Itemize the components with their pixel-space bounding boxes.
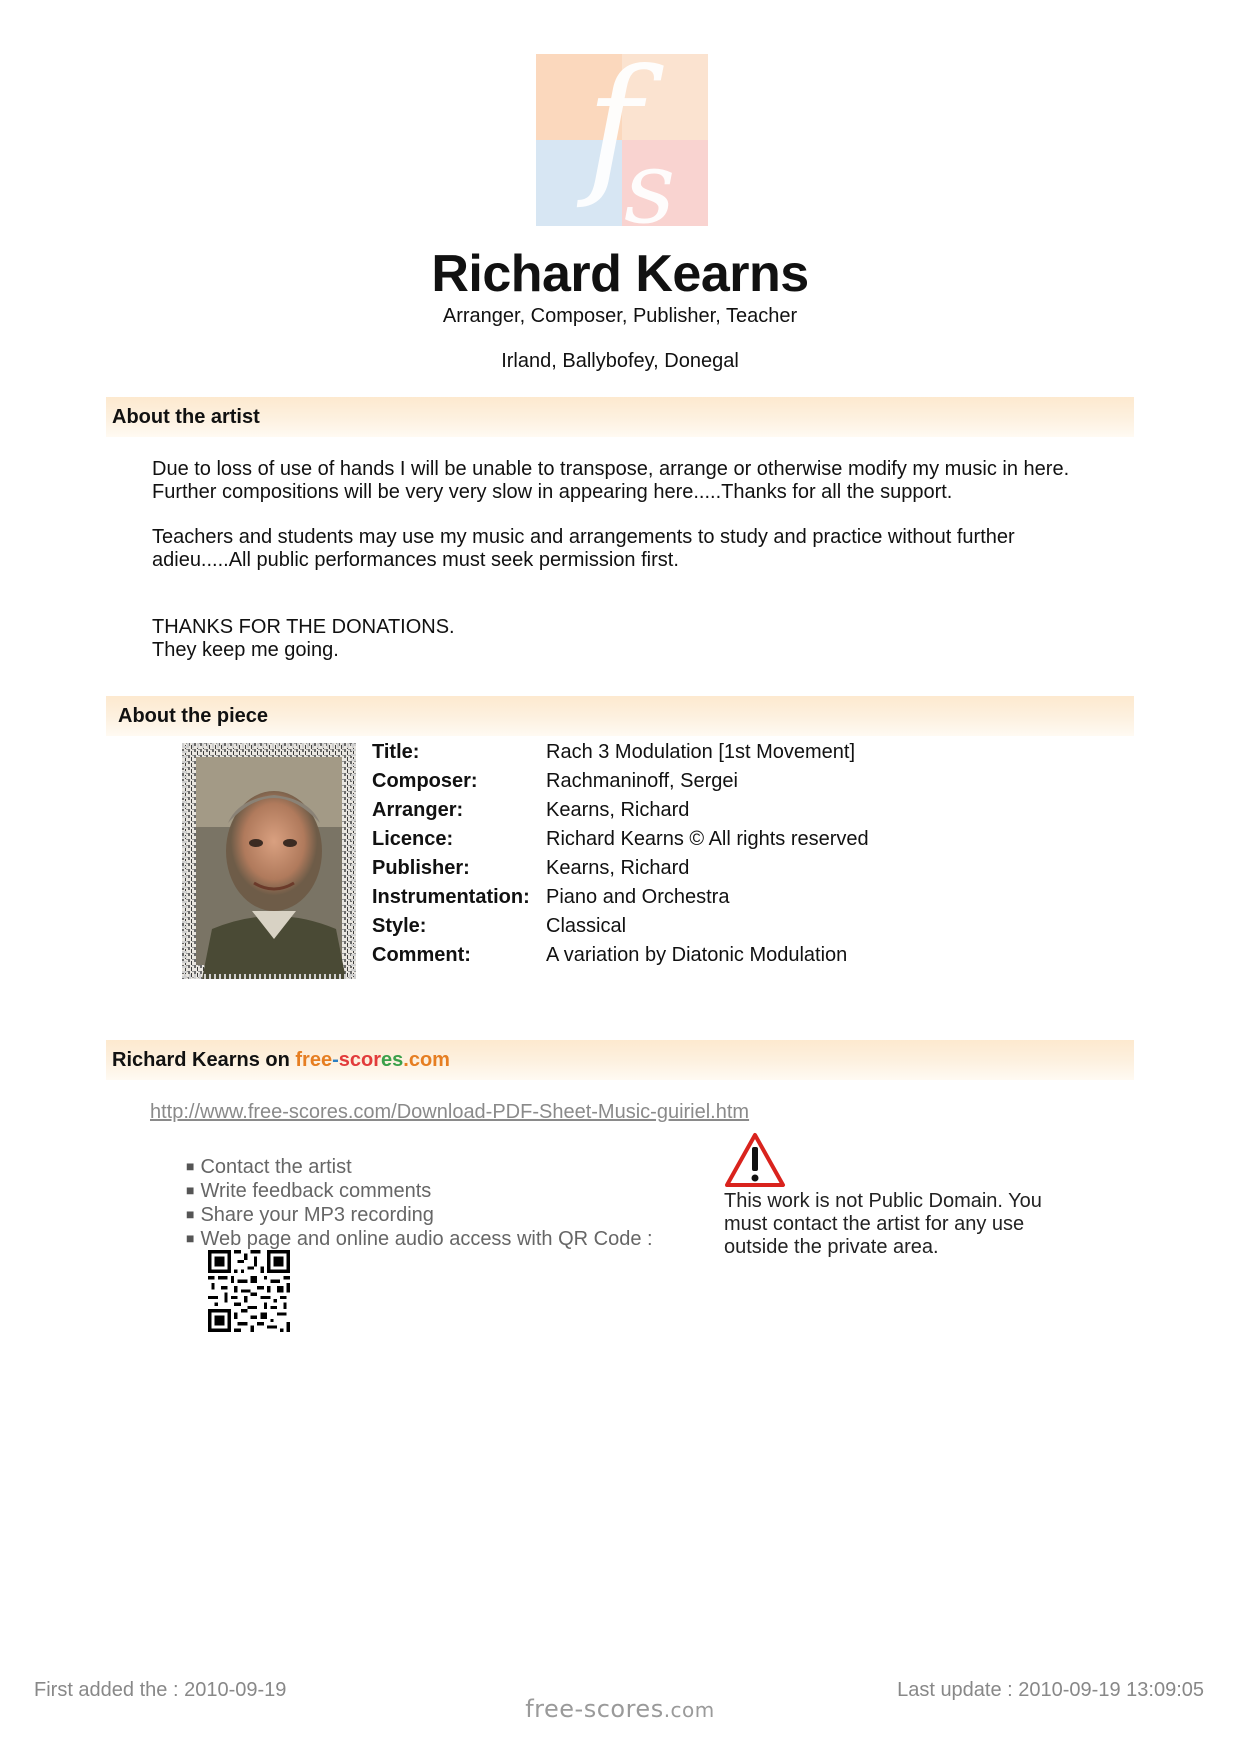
- info-label: Style:: [372, 915, 427, 937]
- info-value: A variation by Diatonic Modulation: [546, 944, 848, 966]
- share-mp3-link[interactable]: ■ Share your MP3 recording: [186, 1203, 653, 1227]
- info-row: [372, 915, 869, 944]
- svg-text:s: s: [624, 129, 676, 226]
- first-added-date: First added the : 2010-09-19: [34, 1679, 287, 1701]
- svg-text:f: f: [586, 54, 642, 212]
- info-value: Piano and Orchestra: [546, 886, 730, 908]
- info-label: Arranger:: [372, 799, 464, 821]
- artist-bio: [152, 458, 1072, 684]
- info-value: Kearns, Richard: [546, 857, 690, 879]
- bio-paragraph: THANKS FOR THE DONATIONS.: [152, 616, 455, 638]
- section-heading-about-piece: About the piece: [106, 696, 1134, 736]
- info-row: [372, 886, 869, 915]
- info-value: Rachmaninoff, Sergei: [546, 770, 738, 792]
- brand-part: .com: [403, 1049, 450, 1071]
- on-site-prefix: Richard Kearns on: [112, 1049, 296, 1071]
- free-scores-logo: [536, 54, 708, 226]
- info-label: Title:: [372, 741, 420, 763]
- artist-name: Richard Kearns: [431, 245, 809, 303]
- info-row: [372, 770, 869, 799]
- artist-actions-list: [186, 1155, 653, 1251]
- info-label: Publisher:: [372, 857, 470, 879]
- info-value: Richard Kearns © All rights reserved: [546, 828, 869, 850]
- info-label: Comment:: [372, 944, 471, 966]
- info-label: Licence:: [372, 828, 454, 850]
- last-update-date: Last update : 2010-09-19 13:09:05: [897, 1679, 1204, 1701]
- qr-code[interactable]: [208, 1250, 290, 1332]
- section-heading-on-site: [106, 1040, 1134, 1080]
- bio-paragraph: Due to loss of use of hands I will be unable to transpose, arrange or otherwise modify my music in here. Further compositions will be very very slow in appearing here.....Thanks for all the support.: [152, 458, 1070, 503]
- section-heading-about-artist: About the artist: [106, 397, 1134, 437]
- info-value: Kearns, Richard: [546, 799, 690, 821]
- info-row: [372, 799, 869, 828]
- artist-page-link[interactable]: http://www.free-scores.com/Download-PDF-Sheet-Music-guiriel.htm: [150, 1101, 750, 1123]
- brand-part: scor: [338, 1049, 382, 1071]
- bio-paragraph: Teachers and students may use my music and arrangements to study and practice without further adieu.....All public performances must seek permission first.: [152, 526, 1015, 571]
- site-brand-link[interactable]: [295, 1049, 450, 1071]
- write-feedback-link[interactable]: ■ Write feedback comments: [186, 1179, 653, 1203]
- info-row: [372, 828, 869, 857]
- qr-code-access-link[interactable]: ■ Web page and online audio access with QR Code :: [186, 1227, 653, 1251]
- brand-part: es: [381, 1049, 404, 1071]
- copyright-warning: This work is not Public Domain. You must contact the artist for any use outside the private area.: [724, 1190, 1042, 1258]
- footer-brand-domain: .com: [663, 1698, 715, 1722]
- warning-icon: [724, 1132, 786, 1188]
- artist-roles: Arranger, Composer, Publisher, Teacher: [442, 305, 798, 327]
- artist-location: Irland, Ballybofey, Donegal: [501, 350, 739, 372]
- brand-part: -: [332, 1049, 339, 1071]
- piece-info-table: [372, 741, 869, 973]
- artist-photo: [182, 743, 356, 979]
- bio-paragraph: They keep me going.: [152, 639, 339, 661]
- info-value: Rach 3 Modulation [1st Movement]: [546, 741, 856, 763]
- footer-brand-main: free-scores: [525, 1695, 664, 1723]
- info-label: Composer:: [372, 770, 478, 792]
- info-row: [372, 944, 869, 973]
- contact-artist-link[interactable]: ■ Contact the artist: [186, 1155, 653, 1179]
- info-value: Classical: [546, 915, 627, 937]
- brand-part: free: [295, 1049, 333, 1071]
- info-row: [372, 741, 869, 770]
- info-row: [372, 857, 869, 886]
- info-label: Instrumentation:: [372, 886, 530, 908]
